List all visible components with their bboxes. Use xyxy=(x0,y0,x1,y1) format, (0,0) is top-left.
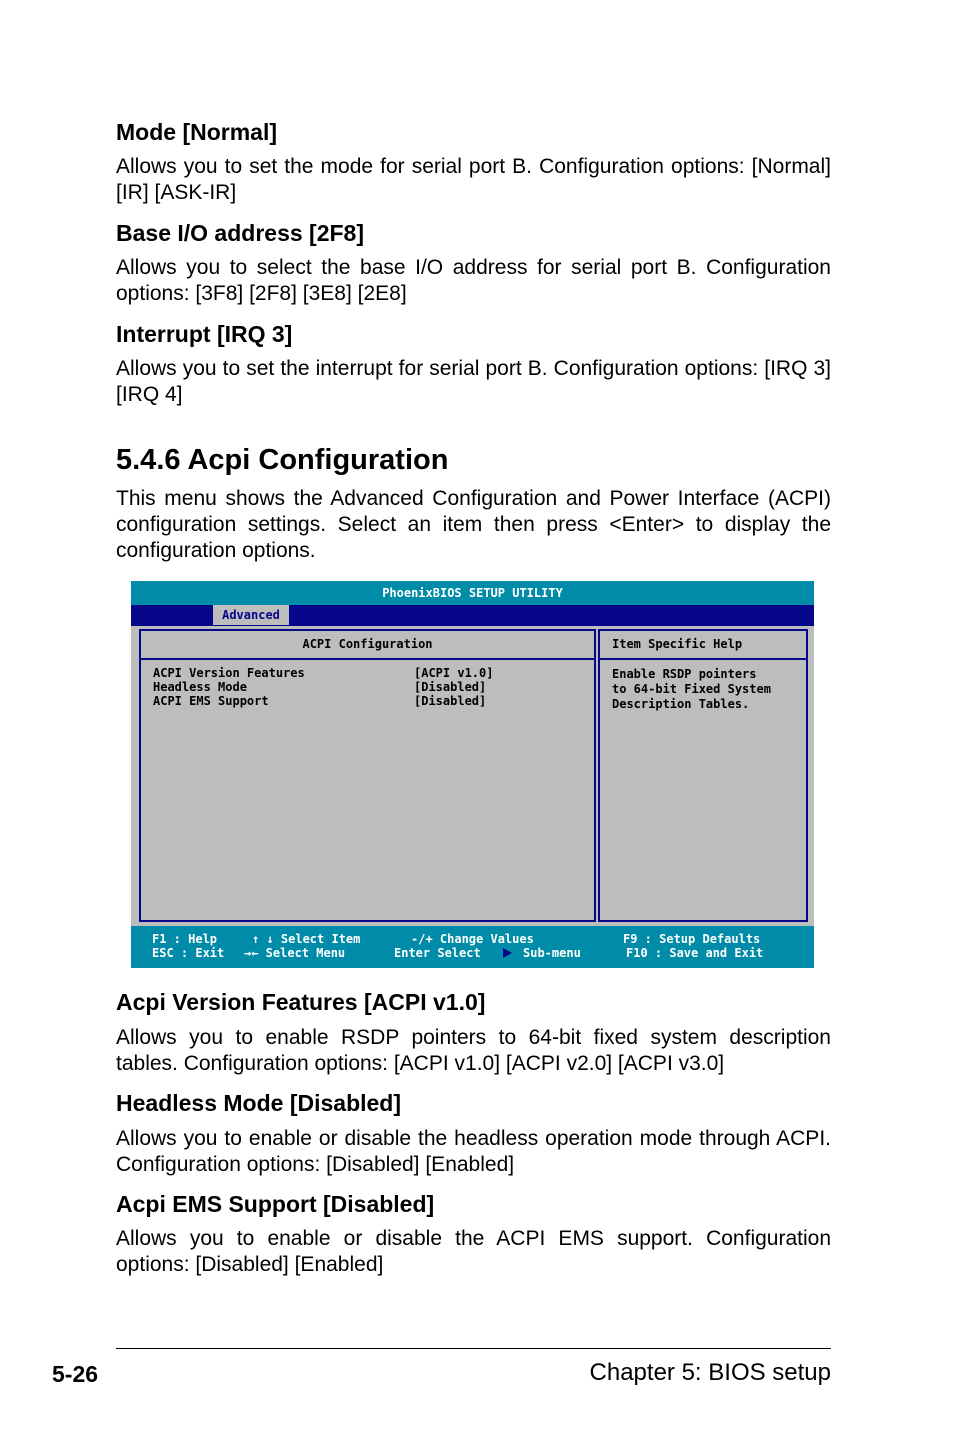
bios-key-leftright: →← Select Menu xyxy=(244,946,346,960)
section-heading-mode: Mode [Normal] xyxy=(116,119,277,145)
bios-item-value: [Disabled] xyxy=(414,694,487,708)
section-heading-base-io: Base I/O address [2F8] xyxy=(116,220,364,246)
bios-item-label: Headless Mode xyxy=(153,680,247,694)
section-body-interrupt: Allows you to set the interrupt for serial port B. Configuration options: [IRQ 3] [IRQ 4] xyxy=(116,357,831,406)
bios-item-headless-mode[interactable] xyxy=(153,680,593,694)
bios-footer-bar xyxy=(131,926,814,968)
bios-key-change: -/+ Change Values xyxy=(411,932,534,946)
bios-key-f10: F10 : Save and Exit xyxy=(626,946,764,960)
bios-key-f9: F9 : Setup Defaults xyxy=(623,932,761,946)
bios-key-f1: F1 : Help xyxy=(152,932,218,946)
section-body-acpi-ems: Allows you to enable or disable the ACPI EMS support. Configuration options: [Disabled] [Enabled] xyxy=(116,1227,831,1276)
bios-help-line: Description Tables. xyxy=(612,697,750,711)
bios-item-list xyxy=(153,666,593,708)
bios-key-esc: ESC : Exit xyxy=(152,946,225,960)
bios-panel-title: ACPI Configuration xyxy=(141,631,594,660)
bios-help-panel xyxy=(598,629,808,922)
bios-title-bar: PhoenixBIOS SETUP UTILITY xyxy=(131,581,814,605)
bios-menu-bar xyxy=(131,605,814,626)
bios-item-value: [Disabled] xyxy=(414,680,487,694)
bios-item-label: ACPI Version Features xyxy=(153,666,305,680)
bios-tab-advanced[interactable]: Advanced xyxy=(213,605,289,625)
bios-help-text xyxy=(612,667,807,712)
chapter-title: Chapter 5: BIOS setup xyxy=(589,1359,831,1386)
main-heading: 5.4.6 Acpi Configuration xyxy=(116,444,449,476)
submenu-arrow-icon xyxy=(503,948,512,958)
section-heading-interrupt: Interrupt [IRQ 3] xyxy=(116,321,293,347)
page-number: 5-26 xyxy=(52,1361,99,1387)
bios-key-enter: Enter Select xyxy=(394,946,481,960)
bios-item-acpi-version[interactable] xyxy=(153,666,593,680)
section-heading-headless: Headless Mode [Disabled] xyxy=(116,1090,402,1116)
intro-paragraph: This menu shows the Advanced Configuration and Power Interface (ACPI) configuration settings. Select an item then press <Enter> to display the configuration options. xyxy=(116,487,831,562)
section-body-acpi-version: Allows you to enable RSDP pointers to 64-bit fixed system description tables. Configuration options: [ACPI v1.0] [ACPI v2.0] [ACPI v3.0] xyxy=(116,1026,831,1075)
bios-main-panel xyxy=(139,629,596,922)
section-heading-acpi-ems: Acpi EMS Support [Disabled] xyxy=(116,1191,435,1217)
bios-help-line: to 64-bit Fixed System xyxy=(612,682,771,696)
bios-key-updown: ↑ ↓ Select Item xyxy=(252,932,361,946)
bios-help-title: Item Specific Help xyxy=(600,631,806,660)
bios-item-label: ACPI EMS Support xyxy=(153,694,269,708)
section-heading-acpi-version: Acpi Version Features [ACPI v1.0] xyxy=(116,989,486,1015)
bios-item-acpi-ems[interactable] xyxy=(153,694,593,708)
bios-item-value: [ACPI v1.0] xyxy=(414,666,494,680)
section-body-base-io: Allows you to select the base I/O address for serial port B. Configuration options: [3F8] [2F8] [3E8] [2E8] xyxy=(116,256,831,305)
bios-screenshot xyxy=(131,581,814,968)
section-body-headless: Allows you to enable or disable the headless operation mode through ACPI. Configuration options: [Disabled] [Enabled] xyxy=(116,1127,831,1176)
bios-key-submenu: Sub-menu xyxy=(523,946,581,960)
footer-rule xyxy=(116,1348,831,1349)
section-body-mode: Allows you to set the mode for serial port B. Configuration options: [Normal] [IR] [ASK-IR] xyxy=(116,155,831,204)
bios-help-line: Enable RSDP pointers xyxy=(612,667,757,681)
